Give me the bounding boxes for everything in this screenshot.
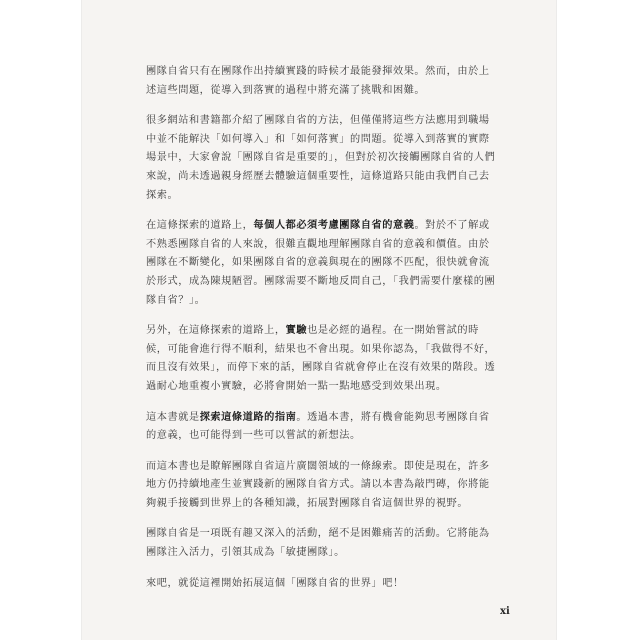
text-run: 團隊自省是一項既有趣又深入的活動，絕不是困難痛苦的活動。它將能為團隊注入活力，引領其成為「敏捷團隊」。 xyxy=(146,528,490,559)
text-run: 在這條探索的道路上， xyxy=(146,220,254,232)
page-number: xi xyxy=(500,606,510,617)
paragraph xyxy=(146,322,496,396)
paragraph xyxy=(146,575,496,594)
text-run: 而這本書也是瞭解團隊自省這片廣闊領域的一條線索。即使是現在，許多地方仍持續地產生並實踐新的團隊自省方式。請以本書為敲門磚，你將能夠親手接觸到世界上的各種知識，拓展對團隊自省這個世界的視野。 xyxy=(146,460,490,509)
paragraph xyxy=(146,63,496,100)
text-run: 團隊自省只有在團隊作出持續實踐的時候才最能發揮效果。然而，由於上述這些問題，從導入到落實的過程中將充滿了挑戰和困難。 xyxy=(146,66,490,96)
paragraph xyxy=(146,217,496,310)
paragraph xyxy=(146,409,496,446)
body-text xyxy=(146,63,496,605)
paragraph xyxy=(146,525,496,562)
text-run: 另外，在這條探索的道路上， xyxy=(146,325,286,337)
paragraph xyxy=(146,458,496,514)
text-run: 。對於不了解或不熟悉團隊自省的人來說，很難直觀地理解團隊自省的意義和價值。由於團隊在不斷變化，如果團隊自省的意義與現在的團隊不匹配，很快就會流於形式，成為陳規陋習。團隊需要不斷地反問自己，「我們需要什麼樣的團隊自省？」。 xyxy=(146,220,496,306)
bold-phrase: 實驗 xyxy=(285,325,308,337)
paragraph xyxy=(146,112,496,205)
text-run: 來吧，就從這裡開始拓展這個「團隊自省的世界」吧！ xyxy=(146,577,404,589)
text-run: 這本書就是 xyxy=(146,411,200,423)
bold-phrase: 探索這條道路的指南 xyxy=(199,411,297,423)
text-run: 很多網站和書籍都介紹了團隊自省的方法，但僅僅將這些方法應用到職場中並不能解決「如何導入」和「如何落實」的問題。從導入到落實的實際場景中，大家會說「團隊自省是重要的」，但對於初次接觸團隊自省的人們來說，尚未透過親身經歷去體驗這個重要性，這條道路只能由我們自己去探索。 xyxy=(146,115,496,201)
text-run: 。透過本書，將有機會能夠思考團隊自省的意義，也可能得到一些可以嘗試的新想法。 xyxy=(146,411,490,442)
text-run: 也是必經的過程。在一開始嘗試的時候，可能會進行得不順利，結果也不會出現。如果你認為，「我做得不好，而且沒有效果」，而停下來的話，團隊自省就會停止在沒有效果的階段。透過耐心地重複小實驗，必將會開始一點一點地感受到效果出現。 xyxy=(146,325,496,392)
bold-phrase: 每個人都必須考慮團隊自省的意義 xyxy=(253,220,415,232)
